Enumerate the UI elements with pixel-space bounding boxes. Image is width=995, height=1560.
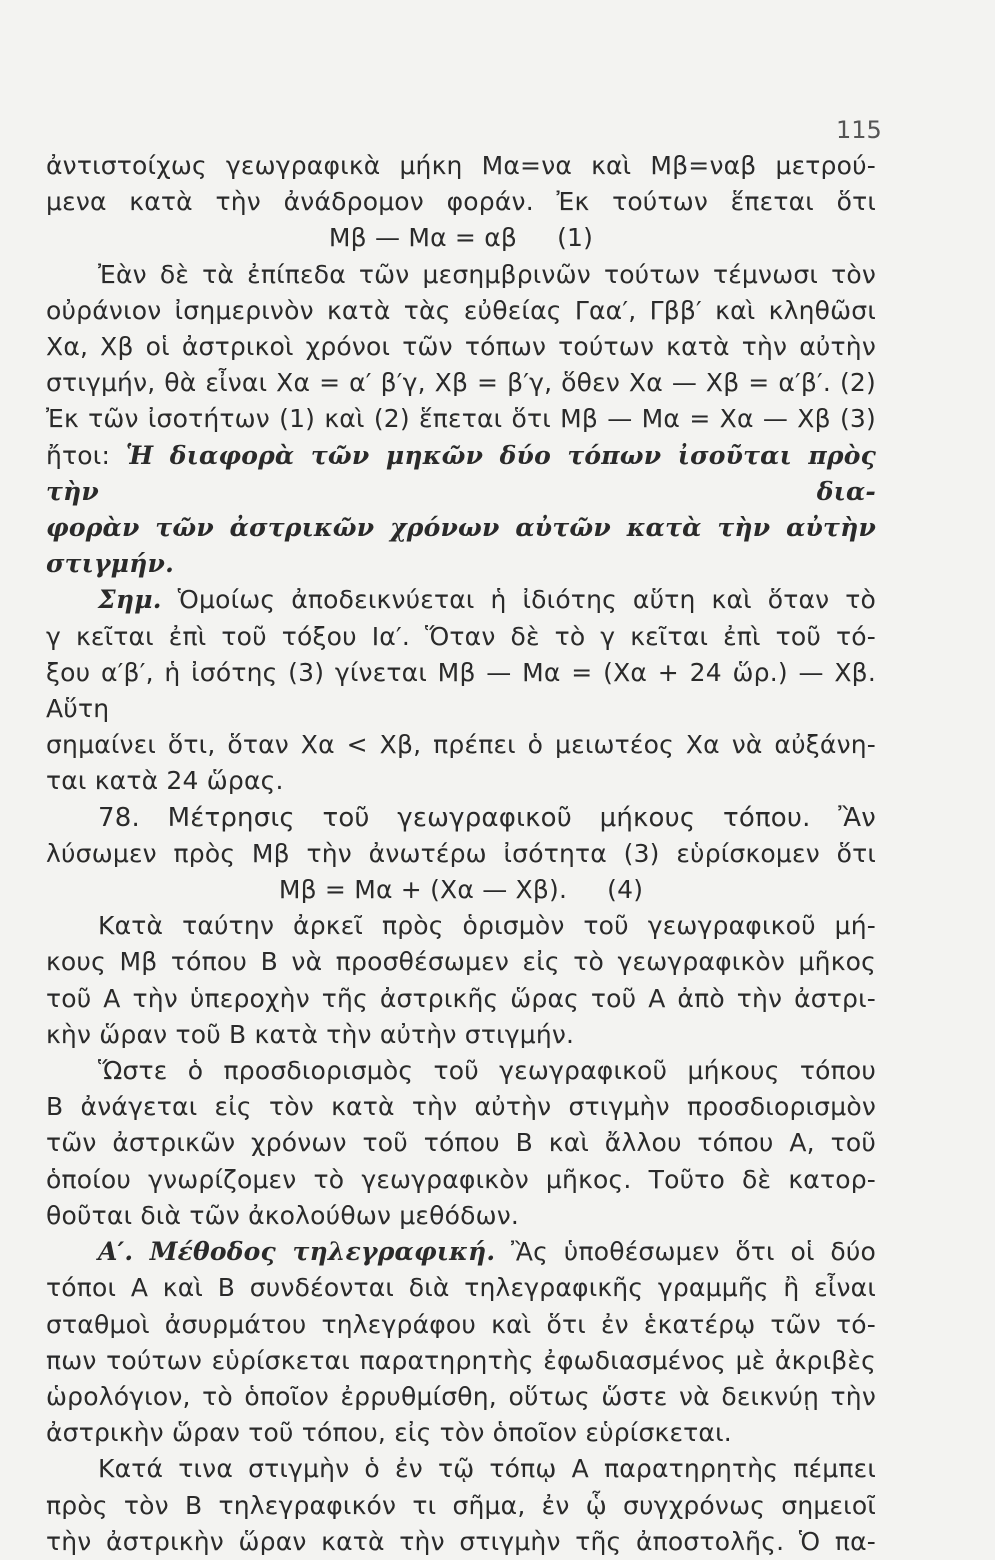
line-text: Ἐὰν δὲ τὰ ἐπίπεδα τῶν μεσημβρινῶν τούτων τέμνωσι τὸν (98, 259, 876, 289)
text-body (46, 148, 876, 1560)
line-text: ξου α′β′, ἡ ἰσότης (3) γίνεται Μβ — Μα = (Χα + 24 ὥρ.) — Χβ. Αὕτη (46, 657, 876, 724)
text-line (46, 293, 876, 329)
text-line (46, 510, 876, 582)
text-line (46, 184, 876, 220)
line-text: Μβ — Μα = αβ (328, 223, 518, 253)
text-line (46, 582, 876, 618)
line-text: Μβ = Μα + (Χα — Χβ). (278, 875, 568, 905)
text-line (46, 944, 876, 980)
text-line (46, 438, 876, 510)
line-text: ται κατὰ 24 ὥρας. (46, 766, 284, 796)
line-text: ὡρολόγιον, τὸ ὁποῖον ἐρρυθμίσθη, οὕτως ὥστε νὰ δεικνύῃ τὴν (46, 1381, 876, 1411)
text-line (46, 1524, 876, 1560)
text-line (46, 655, 876, 727)
text-line (46, 1488, 876, 1524)
text-line (46, 1379, 876, 1415)
page-number: 115 (836, 116, 882, 144)
text-line (46, 1234, 876, 1270)
text-line (46, 220, 876, 256)
text-line (46, 1017, 876, 1053)
line-text: πων τούτων εὑρίσκεται παρατηρητὴς ἐφωδιασμένος μὲ ἀκριβὲς (46, 1345, 876, 1375)
emphasis-text: φορὰν τῶν ἀστρικῶν χρόνων αὐτῶν κατὰ τὴν αὐτὴν στιγμήν. (46, 513, 876, 579)
text-line (46, 1415, 876, 1451)
line-text: Ἂς ὑποθέσωμεν ὅτι οἱ δύο (495, 1237, 877, 1267)
text-line (46, 1270, 876, 1306)
line-text: Κατά τινα στιγμὴν ὁ ἐν τῷ τόπῳ Α παρατηρητὴς πέμπει (98, 1454, 876, 1484)
text-line (46, 836, 876, 872)
text-line (46, 763, 876, 799)
text-line (46, 619, 876, 655)
emphasis-text: Σημ. (98, 585, 162, 615)
line-text: τῶν ἀστρικῶν χρόνων τοῦ τόπου Β καὶ ἄλλου τόπου Α, τοῦ (46, 1128, 876, 1158)
text-line (46, 908, 876, 944)
text-line (46, 257, 876, 293)
line-text: Χα, Χβ οἱ ἀστρικοὶ χρόνοι τῶν τόπων τούτων κατὰ τὴν αὐτὴν (46, 332, 876, 362)
text-line (46, 872, 876, 908)
text-line (46, 401, 876, 437)
line-text: σημαίνει ὅτι, ὅταν Χα < Χβ, πρέπει ὁ μειωτέος Χα νὰ αὐξάνη- (46, 730, 876, 760)
line-text: στιγμήν, θὰ εἶναι Χα = α′ β′γ, Χβ = β′γ, ὅθεν Χα — Χβ = α′β′. (2) (46, 368, 876, 398)
line-text: κὴν ὥραν τοῦ Β κατὰ τὴν αὐτὴν στιγμήν. (46, 1019, 575, 1049)
emphasis-text: Ἡ διαφορὰ τῶν μηκῶν δύο τόπων ἰσοῦται πρὸς τὴν δια- (46, 440, 876, 506)
text-line (46, 1089, 876, 1125)
text-line (46, 1053, 876, 1089)
equation-number: (4) (607, 875, 644, 905)
line-text: 78. Μέτρησις τοῦ γεωγραφικοῦ μήκους τόπου. Ἂν (98, 802, 876, 833)
line-text: γ κεῖται ἐπὶ τοῦ τόξου Ια′. Ὅταν δὲ τὸ γ κεῖται ἐπὶ τοῦ τό- (46, 621, 876, 651)
line-text: Ἐκ τῶν ἰσοτήτων (1) καὶ (2) ἕπεται ὅτι Μβ — Μα = Χα — Χβ (3) (46, 404, 876, 434)
text-line (46, 1307, 876, 1343)
line-text: ἤτοι: (46, 440, 126, 470)
text-line (46, 800, 876, 836)
line-text: Ὁμοίως ἀποδεικνύεται ἡ ἰδιότης αὕτη καὶ ὅταν τὸ (161, 585, 876, 615)
line-text: Κατὰ ταύτην ἀρκεῖ πρὸς ὁρισμὸν τοῦ γεωγραφικοῦ μή- (98, 911, 876, 941)
line-text: ὁποίου γνωρίζομεν τὸ γεωγραφικὸν μῆκος. Τοῦτο δὲ κατορ- (46, 1164, 876, 1194)
emphasis-text: Α′. Μέθοδος τηλεγραφική. (98, 1237, 496, 1267)
line-text: μενα κατὰ τὴν ἀνάδρομον φοράν. Ἐκ τούτων ἕπεται ὅτι (46, 187, 876, 217)
line-text: τοῦ Α τὴν ὑπεροχὴν τῆς ἀστρικῆς ὥρας τοῦ Α ἀπὸ τὴν ἀστρι- (46, 983, 876, 1013)
line-text: Β ἀνάγεται εἰς τὸν κατὰ τὴν αὐτὴν στιγμὴν προσδιορισμὸν (46, 1092, 876, 1122)
line-text: λύσωμεν πρὸς Μβ τὴν ἀνωτέρω ἰσότητα (3) εὑρίσκομεν ὅτι (46, 838, 876, 868)
line-text: τὴν ἀστρικὴν ὥραν κατὰ τὴν στιγμὴν τῆς ἀποστολῆς. Ὁ πα- (46, 1526, 876, 1556)
text-line (46, 727, 876, 763)
text-line (46, 365, 876, 401)
text-line (46, 329, 876, 365)
text-line (46, 1198, 876, 1234)
line-text: τόποι Α καὶ Β συνδέονται διὰ τηλεγραφικῆς γραμμῆς ἢ εἶναι (46, 1273, 876, 1303)
line-text: Ὥστε ὁ προσδιορισμὸς τοῦ γεωγραφικοῦ μήκους τόπου (98, 1056, 876, 1086)
line-text: κους Μβ τόπου Β νὰ προσθέσωμεν εἰς τὸ γεωγραφικὸν μῆκος (46, 947, 876, 977)
text-line (46, 1343, 876, 1379)
line-text: οὐράνιον ἰσημερινὸν κατὰ τὰς εὐθείας Γαα′, Γββ′ καὶ κληθῶσι (46, 295, 876, 325)
text-line (46, 1162, 876, 1198)
line-text: πρὸς τὸν Β τηλεγραφικόν τι σῆμα, ἐν ᾧ συγχρόνως σημειοῖ (46, 1490, 876, 1520)
line-text: ἀντιστοίχως γεωγραφικὰ μήκη Μα=να καὶ Μβ=ναβ μετρού- (46, 151, 876, 180)
line-text: θοῦται διὰ τῶν ἀκολούθων μεθόδων. (46, 1200, 520, 1230)
text-line (46, 148, 876, 184)
text-line (46, 1125, 876, 1161)
text-line (46, 981, 876, 1017)
line-text: σταθμοὶ ἀσυρμάτου τηλεγράφου καὶ ὅτι ἐν ἑκατέρῳ τῶν τό- (46, 1309, 876, 1339)
line-text: ἀστρικὴν ὥραν τοῦ τόπου, εἰς τὸν ὁποῖον εὑρίσκεται. (46, 1418, 732, 1448)
equation-number: (1) (557, 223, 594, 253)
text-line (46, 1451, 876, 1487)
